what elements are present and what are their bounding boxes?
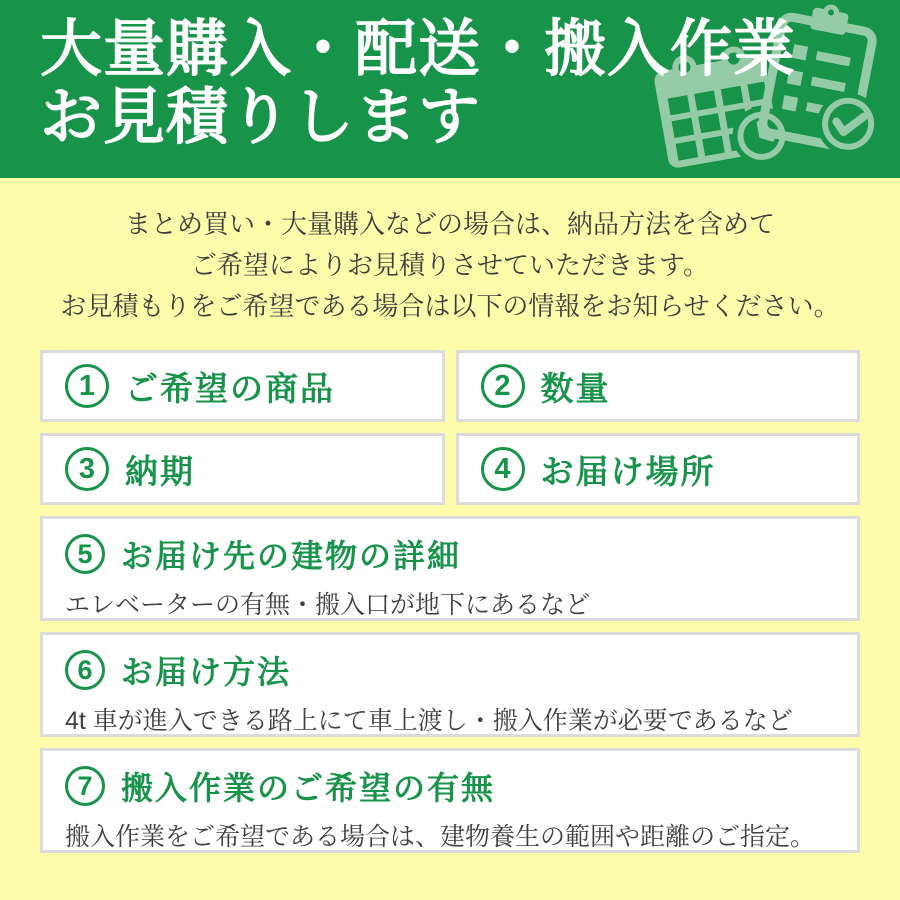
info-row-1 — [40, 350, 860, 422]
item-number-badge: 7 — [65, 766, 105, 806]
page-title-line1: 大量購入・配送・搬入作業 — [40, 15, 797, 84]
item-title: 納期 — [125, 452, 195, 490]
item-title: お届け方法 — [121, 654, 292, 690]
page-title-line2: お見積りします — [40, 83, 482, 152]
item-title: 数量 — [540, 369, 611, 407]
info-box-carry-in-request — [40, 748, 860, 853]
info-box-building-details — [40, 516, 860, 621]
item-number-badge: 3 — [65, 447, 109, 491]
item-description: エレベーターの有無・搬入口が地下にあるなど — [65, 591, 591, 619]
item-number-badge: 2 — [481, 364, 525, 408]
intro-line-3: お見積もりをご希望である場合は以下の情報をお知らせください。 — [60, 291, 840, 321]
header-banner — [0, 0, 900, 178]
item-title: ご希望の商品 — [125, 369, 335, 407]
info-box-delivery-place — [456, 433, 861, 505]
item-number-badge: 6 — [65, 650, 105, 690]
item-title: お届け場所 — [540, 452, 716, 490]
item-description: 搬入作業をご希望である場合は、建物養生の範囲や距離のご指定。 — [65, 823, 816, 851]
info-box-delivery-method — [40, 632, 860, 737]
item-title: 搬入作業のご希望の有無 — [121, 770, 496, 806]
item-description: 4t 車が進入できる路上にて車上渡し・搬入作業が必要であるなど — [65, 707, 793, 735]
item-number-badge: 1 — [65, 364, 109, 408]
page-title — [40, 16, 796, 152]
content-area — [40, 178, 860, 853]
info-box-desired-product — [40, 350, 445, 422]
info-box-quantity — [456, 350, 861, 422]
item-number-badge: 5 — [65, 534, 105, 574]
intro-text — [40, 178, 860, 327]
intro-line-1: まとめ買い・大量購入などの場合は、納品方法を含めて — [124, 209, 775, 239]
item-title: お届け先の建物の詳細 — [121, 538, 462, 574]
item-number-badge: 4 — [481, 447, 525, 491]
info-row-2 — [40, 433, 860, 505]
intro-line-2: ご希望によりお見積りさせていただきます。 — [191, 250, 709, 280]
info-box-delivery-date — [40, 433, 445, 505]
